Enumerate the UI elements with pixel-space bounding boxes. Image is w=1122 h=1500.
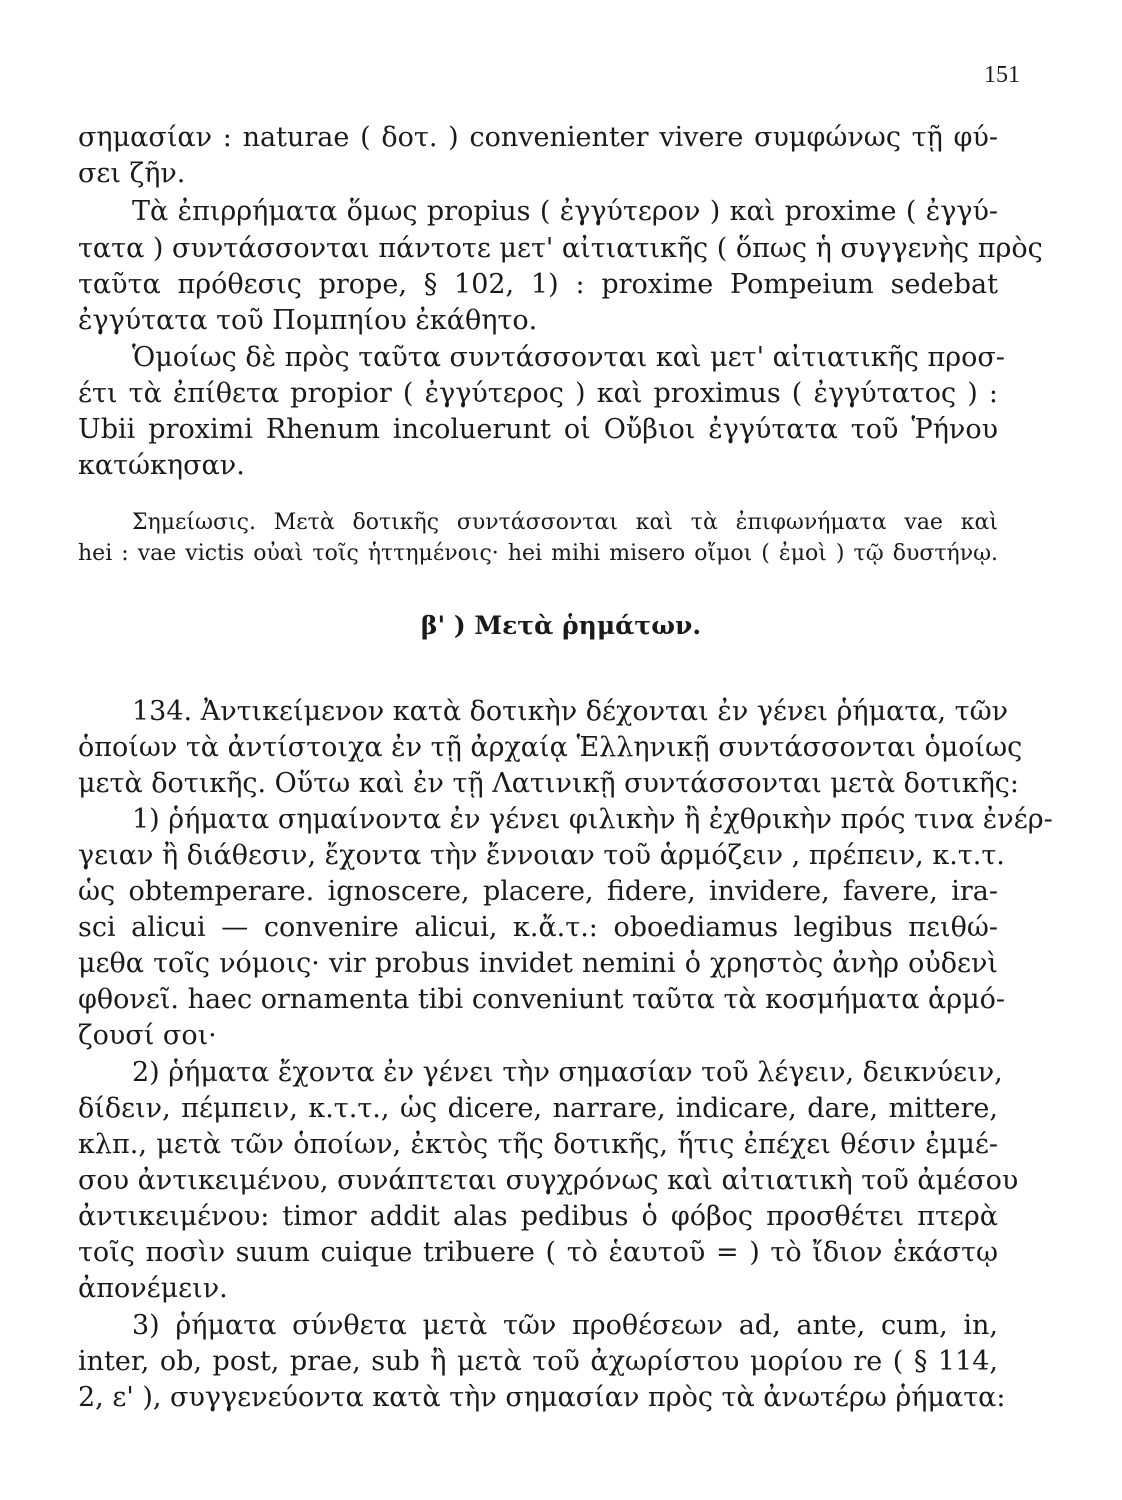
text-line: 2) ῥήματα ἔχοντα ἐν γένει τὴν σημασίαν τοῦ λέγειν, δεικνύειν, [132, 1057, 1003, 1088]
text-line: sci alicui — convenire alicui, κ.ἄ.τ.: oboediamus legibus πειθώ- [78, 912, 998, 943]
text-line: ἀντικειμένου: timor addit alas pedibus ὁ φόβος προσθέτει πτερὰ [78, 1201, 998, 1232]
text-line: ζουσί σοι· [78, 1020, 217, 1051]
text-line: κατώκησαν. [78, 450, 245, 481]
text-line: σημασίαν : naturae ( δοτ. ) convenienter vivere συμφώνως τῇ φύ- [78, 122, 998, 153]
text-line: Σημείωσις. Μετὰ δοτικῆς συντάσσονται καὶ τὰ ἐπιφωνήματα vae καὶ [132, 510, 998, 535]
text-line: 134. Ἀντικείμενον κατὰ δοτικὴν δέχονται ἐν γένει ῥήματα, τῶν [132, 696, 1009, 727]
text-line: τοῖς ποσὶν suum cuique tribuere ( τὸ ἑαυτοῦ = ) τὸ ἴδιον ἑκάστῳ [78, 1237, 998, 1268]
text-line: 3) ῥήματα σύνθετα μετὰ τῶν προθέσεων ad, ante, cum, in, [132, 1310, 998, 1341]
page-number: 151 [984, 62, 1020, 88]
section-heading: β' ) Μετὰ ῥημάτων. [420, 611, 702, 640]
text-line: δίδειν, πέμπειν, κ.τ.τ., ὡς dicere, narrare, indicare, dare, mittere, [78, 1093, 998, 1124]
text-line: σει ζῆν. [78, 158, 186, 189]
text-line: ταῦτα πρόθεσις prope, § 102, 1) : proxime Pompeium sedebat [78, 269, 998, 300]
text-line: γειαν ἢ διάθεσιν, ἔχοντα τὴν ἔννοιαν τοῦ ἁρμόζειν , πρέπειν, κ.τ.τ. [78, 840, 1005, 871]
text-line: 1) ῥήματα σημαίνοντα ἐν γένει φιλικὴν ἢ ἐχθρικὴν πρός τινα ἐνέρ- [132, 804, 1053, 835]
text-line: hei : vae victis οὐαὶ τοῖς ἡττημένοις· hei mihi misero οἴμοι ( ἐμοὶ ) τῷ δυστήνῳ. [78, 541, 998, 566]
text-line: Τὰ ἐπιρρήματα ὅμως propius ( ἐγγύτερον ) καὶ proxime ( ἐγγύ- [132, 196, 998, 227]
text-line: ὡς obtemperare. ignoscere, placere, fidere, invidere, favere, ira- [78, 876, 998, 907]
text-line: Ubii proximi Rhenum incoluerunt οἱ Οὔβιοι ἐγγύτατα τοῦ Ῥήνου [78, 414, 998, 445]
text-line: ἐγγύτατα τοῦ Πομπηίου ἐκάθητο. [78, 305, 538, 336]
text-line: inter, ob, post, prae, sub ἢ μετὰ τοῦ ἀχωρίστου μορίου re ( § 114, [78, 1346, 998, 1377]
text-line: ἀπονέμειν. [78, 1273, 228, 1304]
text-line: Ὁμοίως δὲ πρὸς ταῦτα συντάσσονται καὶ μετ' αἰτιατικῆς προσ- [132, 342, 1005, 373]
text-line: 2, ε' ), συγγενεύοντα κατὰ τὴν σημασίαν πρὸς τὰ ἀνωτέρω ῥήματα: [78, 1382, 1006, 1413]
text-line: φθονεῖ. haec ornamenta tibi conveniunt ταῦτα τὰ κοσμήματα ἁρμό- [78, 984, 1006, 1015]
text-line: ὁποίων τὰ ἀντίστοιχα ἐν τῇ ἀρχαίᾳ Ἑλληνικῇ συντάσσονται ὁμοίως [78, 732, 1023, 763]
text-line: έτι τὰ ἐπίθετα propior ( ἐγγύτερος ) καὶ proximus ( ἐγγύτατος ) : [78, 378, 998, 409]
text-line: κλπ., μετὰ τῶν ὁποίων, ἐκτὸς τῆς δοτικῆς, ἥτις ἐπέχει θέσιν ἐμμέ- [78, 1129, 998, 1160]
text-line: μετὰ δοτικῆς. Οὕτω καὶ ἐν τῇ Λατινικῇ συντάσσονται μετὰ δοτικῆς: [78, 768, 1019, 799]
text-line: μεθα τοῖς νόμοις· vir probus invidet nemini ὁ χρηστὸς ἀνὴρ οὐδενὶ [78, 948, 998, 979]
text-line: τατα ) συντάσσονται πάντοτε μετ' αἰτιατικῆς ( ὅπως ἡ συγγενὴς πρὸς [78, 233, 1043, 264]
text-line: σου ἀντικειμένου, συνάπτεται συγχρόνως καὶ αἰτιατικὴ τοῦ ἀμέσου [78, 1165, 1019, 1196]
